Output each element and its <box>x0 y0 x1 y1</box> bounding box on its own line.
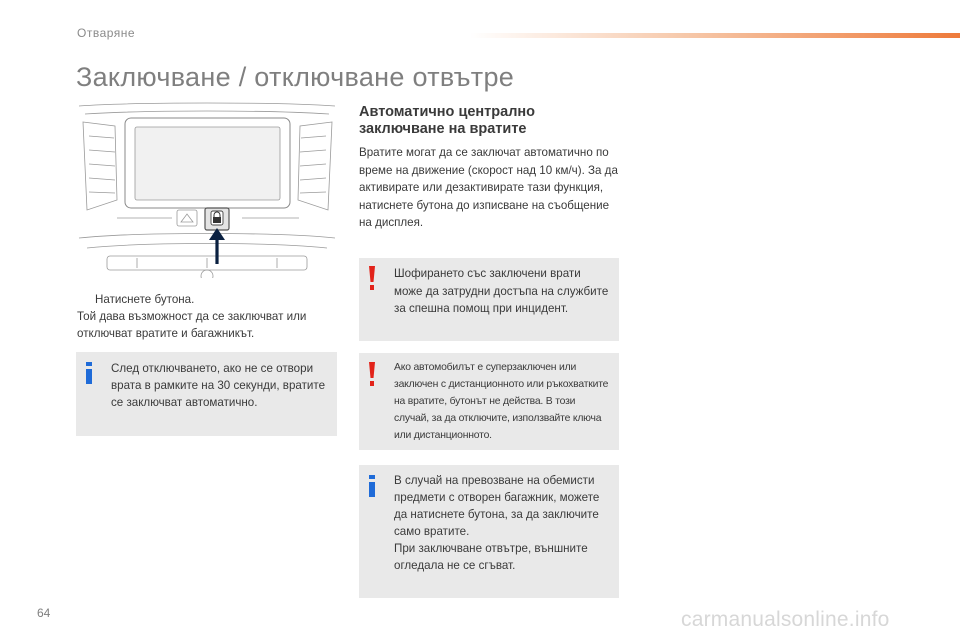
warning-box-emergency <box>359 258 619 341</box>
section-heading: Автоматично централно заключване на вратите <box>359 104 536 137</box>
door-lock-button-illustration <box>77 100 338 278</box>
warning-box-superlock <box>359 353 619 450</box>
step-text: Натиснете бутона. <box>95 293 195 306</box>
header-accent-bar <box>470 33 960 38</box>
warning-icon <box>367 362 377 386</box>
info-box-text: В случай на превозване на обемисти предмети с отворен багажник, можете да натиснете бутона, за да заключите само вратите. При заключване отвътре, външните огледала не се сгъват. <box>394 474 600 572</box>
warning-box-text: Ако автомобилът е суперзаключен или заключен с дистанционното или ръкохватките на вратите, бутонът не действа. В този случай, за да отключите, използвайте ключа или дистанционното. <box>394 362 609 441</box>
step-instruction <box>77 291 342 342</box>
warning-icon <box>367 266 377 290</box>
info-box-auto-lock <box>76 352 337 436</box>
info-box-text: След отключването, ако не се отвори врата в рамките на 30 секунди, вратите се заключват автоматично. <box>111 362 326 409</box>
page-number: 64 <box>37 606 51 620</box>
section-label: Отваряне <box>77 26 136 40</box>
info-box-bulky-items <box>359 465 619 598</box>
step-detail: Той дава възможност да се заключват или отключват вратите и багажникът. <box>77 310 307 340</box>
page-title: Заключване / отключване отвътре <box>76 62 515 92</box>
warning-box-text: Шофирането със заключени врати може да затрудни достъпа на службите за спешна помощ при инцидент. <box>394 267 609 315</box>
info-icon <box>84 362 94 384</box>
info-icon <box>367 475 377 497</box>
body-text: Вратите могат да се заключат автоматично по време на движение (скорост над 10 км/ч). За да активирате или дезактивирате тази функция, натиснете бутона до изписване на съобщение на дисплея. <box>359 146 618 229</box>
watermark: carmanualsonline.info <box>681 608 890 631</box>
